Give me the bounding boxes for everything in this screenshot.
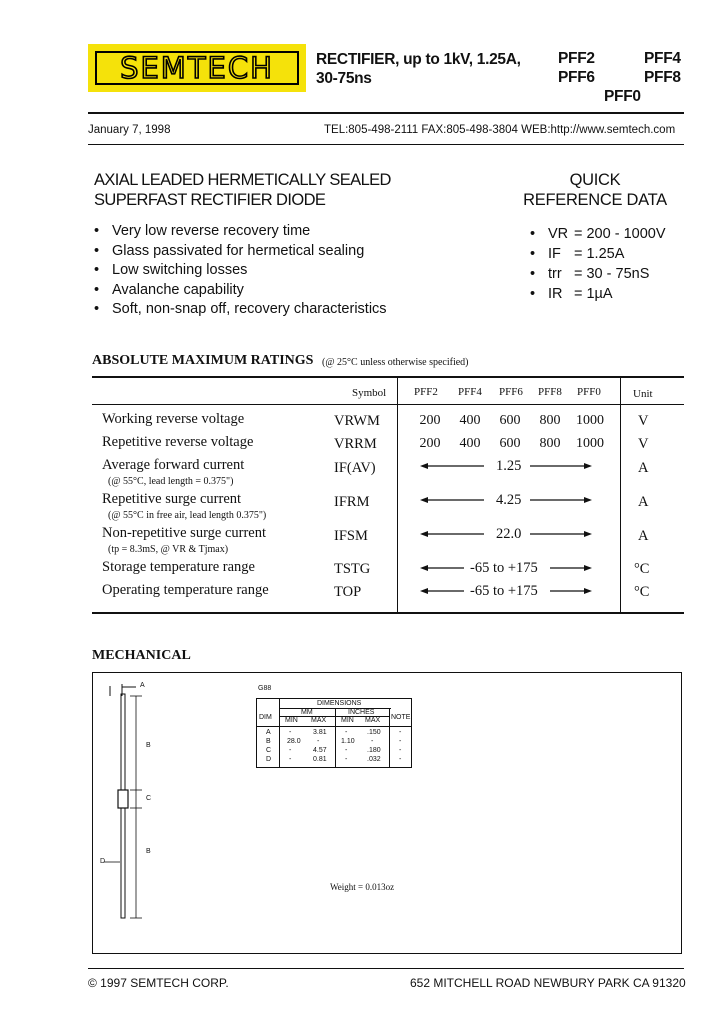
bullet: •	[530, 266, 536, 282]
rating-value: 1000	[576, 436, 604, 451]
date: January 7, 1998	[88, 124, 171, 136]
product-title	[94, 170, 391, 210]
product-title-line2: SUPERFAST RECTIFIER DIODE	[94, 191, 326, 209]
contact-rule	[88, 144, 684, 145]
dim-cell: .180	[367, 747, 381, 754]
rating-unit: °C	[634, 561, 650, 577]
span-value: -65 to +175	[470, 560, 538, 576]
dim-sub-col: MAX	[311, 717, 327, 724]
ratings-col-divider	[397, 376, 398, 612]
quick-symbol: VR	[548, 226, 569, 242]
span-value: 22.0	[496, 526, 522, 542]
dim-cell: -	[399, 729, 402, 736]
ratings-header-rule	[92, 404, 684, 405]
dim-cell: -	[289, 747, 292, 754]
drawing-label-b: B	[146, 742, 151, 749]
part-pff6: PFF6	[558, 69, 595, 86]
dim-vrule	[279, 699, 280, 767]
dim-cell: -	[399, 756, 402, 763]
part-pff0: PFF0	[604, 88, 641, 105]
part-pff4: PFF4	[644, 50, 681, 67]
ratings-subtitle: (@ 25°C unless otherwise specified)	[322, 357, 469, 368]
mechanical-title: MECHANICAL	[92, 648, 191, 663]
rating-symbol: VRRM	[334, 436, 377, 452]
rating-label: Non-repetitive surge current	[102, 525, 267, 541]
quick-symbol: trr	[548, 266, 562, 282]
dim-row-label: C	[266, 747, 272, 754]
rating-value: 600	[499, 436, 521, 451]
drawing-label-a: A	[140, 682, 145, 689]
feature-list	[94, 222, 387, 320]
rating-unit: °C	[634, 584, 650, 600]
rating-unit: V	[638, 413, 649, 429]
semtech-logo	[88, 44, 306, 92]
rating-label: Storage temperature range	[102, 559, 255, 575]
rating-unit: A	[638, 494, 649, 510]
rating-symbol: TSTG	[334, 561, 371, 577]
header-title	[316, 50, 521, 88]
dim-rule	[257, 726, 411, 727]
quick-title-line1: QUICK	[569, 171, 621, 189]
logo-frame	[95, 51, 299, 85]
rating-label: Repetitive surge current	[102, 491, 242, 507]
rating-value: 1000	[576, 413, 604, 428]
bullet: •	[94, 262, 100, 279]
copyright: © 1997 SEMTECH CORP.	[88, 976, 229, 990]
bullet: •	[530, 246, 536, 262]
package-code: G88	[258, 685, 272, 692]
feature-item	[94, 222, 387, 242]
footer-rule	[88, 968, 684, 969]
dim-cell: -	[345, 747, 348, 754]
col-pff2: PFF2	[414, 386, 438, 398]
feature-item	[94, 242, 387, 262]
rating-symbol: IFSM	[334, 528, 368, 544]
header-title-line1: RECTIFIER, up to 1kV, 1.25A,	[316, 51, 521, 68]
dim-cell: 3.81	[313, 729, 327, 736]
drawing-label-b2: B	[146, 848, 151, 855]
rating-value: 400	[459, 436, 481, 451]
rating-note: (tp = 8.3mS, @ VR & Tjmax)	[108, 544, 229, 555]
ratings-title: ABSOLUTE MAXIMUM RATINGS	[92, 353, 314, 368]
rating-note: (@ 55°C in free air, lead length 0.375")	[108, 510, 267, 521]
quick-value: = 1µA	[574, 286, 613, 302]
dim-cell: .032	[367, 756, 381, 763]
quick-reference-title	[520, 170, 670, 210]
dim-cell: -	[289, 756, 292, 763]
quick-reference-list	[530, 224, 666, 304]
rating-symbol: TOP	[334, 584, 362, 600]
dim-sub-col: MIN	[341, 717, 354, 724]
rating-label: Operating temperature range	[102, 582, 269, 598]
rating-value: 200	[419, 436, 441, 451]
feature-item	[94, 261, 387, 281]
bullet: •	[530, 286, 536, 302]
feature-text: Low switching losses	[112, 262, 248, 279]
rating-label: Average forward current	[102, 457, 245, 473]
dim-cell: 0.81	[313, 756, 327, 763]
rating-value: 200	[419, 413, 441, 428]
dim-cell: -	[371, 738, 374, 745]
col-pff6: PFF6	[499, 386, 523, 398]
company-address: 652 MITCHELL ROAD NEWBURY PARK CA 91320	[410, 976, 686, 990]
ratings-bottom-rule	[92, 612, 684, 614]
dim-sub-col: MAX	[365, 717, 381, 724]
rating-value: 800	[539, 413, 561, 428]
bullet: •	[94, 242, 100, 259]
feature-text: Glass passivated for hermetical sealing	[112, 242, 365, 259]
rating-label: Working reverse voltage	[102, 411, 245, 427]
part-pff8: PFF8	[644, 69, 681, 86]
quick-item	[530, 244, 666, 264]
rating-label: Repetitive reverse voltage	[102, 434, 254, 450]
quick-symbol: IR	[548, 286, 563, 302]
col-pff0: PFF0	[577, 386, 601, 398]
rating-unit: A	[638, 460, 649, 476]
rating-symbol: IF(AV)	[334, 460, 376, 476]
col-pff4: PFF4	[458, 386, 482, 398]
drawing-label-d: D	[100, 858, 106, 865]
dim-sub-col: MIN	[285, 717, 298, 724]
dim-cell: -	[345, 729, 348, 736]
ratings-top-rule	[92, 376, 684, 378]
diode-outline-drawing	[92, 672, 172, 954]
bullet: •	[94, 223, 100, 239]
dim-cell: 4.57	[313, 747, 327, 754]
bullet: •	[94, 281, 100, 298]
bullet: •	[94, 301, 100, 318]
dim-header: DIMENSIONS	[317, 700, 362, 707]
dim-col-note: NOTE	[391, 714, 411, 721]
drawing-label-c: C	[146, 795, 152, 802]
bullet: •	[530, 226, 536, 242]
span-value: 4.25	[496, 492, 522, 508]
quick-title-line2: REFERENCE DATA	[523, 191, 667, 209]
dim-col-dim: DIM	[259, 714, 272, 721]
part-pff2: PFF2	[558, 50, 595, 67]
dim-vrule	[389, 708, 390, 767]
dim-row-label: A	[266, 729, 271, 736]
feature-text: Avalanche capability	[112, 281, 244, 298]
dim-col-inches: INCHES	[348, 709, 375, 716]
col-unit: Unit	[633, 388, 653, 400]
dim-cell: .150	[367, 729, 381, 736]
header-rule	[88, 112, 684, 114]
contact-info: TEL:805-498-2111 FAX:805-498-3804 WEB:http://www.semtech.com	[324, 124, 676, 136]
rating-unit: A	[638, 528, 649, 544]
dim-cell: -	[289, 729, 292, 736]
ratings-col-divider	[620, 376, 621, 612]
rating-value: 400	[459, 413, 481, 428]
quick-value: = 1.25A	[574, 246, 625, 262]
span-value: 1.25	[496, 458, 522, 474]
dimensions-table	[256, 698, 412, 768]
rating-symbol: VRWM	[334, 413, 380, 429]
dim-cell: -	[399, 747, 402, 754]
logo-text: SEMTECH	[120, 50, 274, 85]
feature-item	[94, 281, 387, 301]
span-value: -65 to +175	[470, 583, 538, 599]
col-pff8: PFF8	[538, 386, 562, 398]
rating-symbol: IFRM	[334, 494, 370, 510]
col-symbol: Symbol	[352, 387, 387, 399]
quick-value: = 200 - 1000V	[574, 226, 666, 242]
product-title-line1: AXIAL LEADED HERMETICALLY SEALED	[94, 171, 391, 189]
rating-value: 800	[539, 436, 561, 451]
dim-cell: -	[345, 756, 348, 763]
quick-item	[530, 264, 666, 284]
rating-unit: V	[638, 436, 649, 452]
dim-row-label: D	[266, 756, 272, 763]
feature-item	[94, 300, 387, 320]
quick-value: = 30 - 75nS	[574, 266, 650, 282]
dim-cell: 1.10	[341, 738, 355, 745]
feature-text: Very low reverse recovery time	[112, 223, 311, 239]
weight: Weight = 0.013oz	[330, 882, 395, 892]
quick-item	[530, 284, 666, 304]
rating-note: (@ 55°C, lead length = 0.375")	[108, 476, 234, 487]
rating-value: 600	[499, 413, 521, 428]
quick-symbol: IF	[548, 246, 561, 262]
dim-col-mm: MM	[301, 709, 313, 716]
quick-item	[530, 224, 666, 244]
feature-text: Soft, non-snap off, recovery characteristics	[112, 301, 387, 318]
dim-cell: -	[317, 738, 320, 745]
dim-cell: -	[399, 738, 402, 745]
header-title-line2: 30-75ns	[316, 70, 372, 87]
dim-row-label: B	[266, 738, 271, 745]
dim-cell: 28.0	[287, 738, 301, 745]
